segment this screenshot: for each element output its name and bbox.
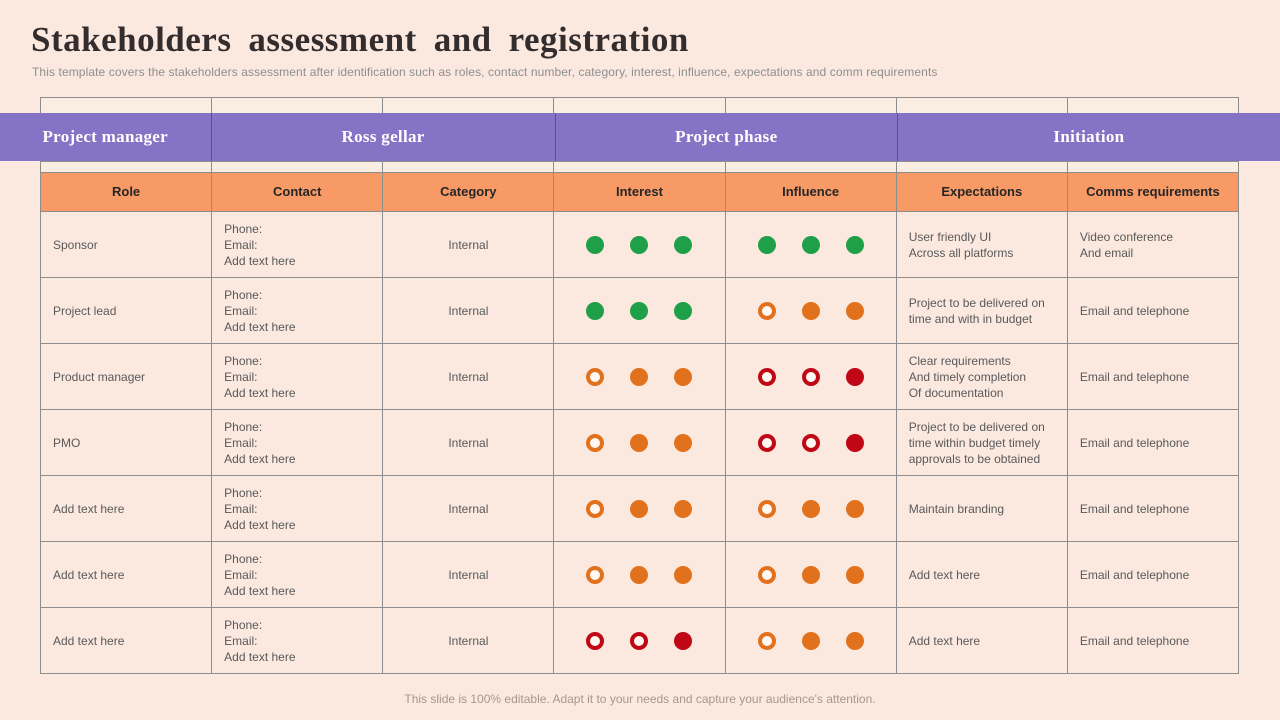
green-filled-dot — [630, 302, 648, 320]
category-cell — [383, 344, 554, 410]
expectations-cell — [897, 608, 1068, 674]
category-cell — [383, 476, 554, 542]
cell-line: Email and telephone — [1079, 303, 1190, 318]
expectations-cell — [897, 344, 1068, 410]
green-filled-dot — [630, 236, 648, 254]
orange-filled-dot — [846, 632, 864, 650]
green-filled-dot — [846, 236, 864, 254]
contact-cell — [212, 212, 383, 278]
category-label: Internal — [448, 435, 489, 450]
interest-cell — [554, 212, 725, 278]
orange-ring-dot — [586, 434, 604, 452]
cell-line: Video conference — [1079, 229, 1174, 244]
spacer-cell — [212, 98, 383, 114]
contact-cell — [212, 344, 383, 410]
orange-filled-dot — [846, 302, 864, 320]
role-cell — [41, 212, 212, 278]
green-filled-dot — [586, 302, 604, 320]
comms-cell — [1068, 410, 1239, 476]
orange-filled-dot — [674, 434, 692, 452]
cell-line: Phone: — [224, 419, 263, 434]
green-filled-dot — [802, 236, 820, 254]
expectations-cell — [897, 212, 1068, 278]
red-ring-dot — [586, 632, 604, 650]
info-band-item-project-phase: Project phase — [555, 113, 897, 161]
orange-filled-dot — [802, 302, 820, 320]
cell-line: Add text here — [224, 451, 296, 466]
cell-line: Add text here — [224, 253, 296, 268]
cell-line: Phone: — [224, 485, 263, 500]
contact-cell — [212, 410, 383, 476]
expectations-cell — [897, 410, 1068, 476]
info-band — [0, 113, 1280, 161]
cell-line: Add text here — [224, 517, 296, 532]
role-label: Project lead — [53, 303, 117, 318]
cell-line: Project to be delivered on — [908, 419, 1045, 434]
column-header-influence: Influence — [726, 173, 897, 212]
category-label: Internal — [448, 303, 489, 318]
spacer-cell — [41, 98, 212, 114]
role-label: PMO — [53, 435, 81, 450]
cell-line: User friendly UI — [908, 229, 992, 244]
page-subtitle: This template covers the stakeholders assessment after identification such as roles, contact number, category, interest, influence, expectations and comm requirements — [32, 65, 938, 79]
influence-cell — [726, 476, 897, 542]
influence-cell — [726, 542, 897, 608]
rating-dots — [758, 500, 864, 518]
contact-cell — [212, 542, 383, 608]
column-header-category: Category — [383, 173, 554, 212]
cell-line: Phone: — [224, 551, 263, 566]
orange-filled-dot — [846, 500, 864, 518]
spacer-cell — [383, 162, 554, 173]
orange-filled-dot — [846, 566, 864, 584]
role-label: Add text here — [53, 567, 125, 582]
cell-line: time and with in budget — [908, 311, 1033, 326]
role-cell — [41, 608, 212, 674]
cell-line: Add text here — [224, 649, 296, 664]
rating-dots — [586, 434, 692, 452]
column-header-interest: Interest — [554, 173, 725, 212]
cell-line: time within budget timely — [908, 435, 1041, 450]
orange-ring-dot — [758, 500, 776, 518]
red-filled-dot — [846, 434, 864, 452]
cell-line: Maintain branding — [908, 501, 1005, 516]
rating-dots — [758, 434, 864, 452]
cell-line: Add text here — [908, 633, 981, 648]
orange-filled-dot — [802, 500, 820, 518]
orange-ring-dot — [586, 566, 604, 584]
orange-filled-dot — [630, 500, 648, 518]
stakeholder-table — [40, 97, 1239, 674]
interest-cell — [554, 608, 725, 674]
cell-line: Email and telephone — [1079, 435, 1190, 450]
orange-filled-dot — [630, 434, 648, 452]
cell-line: Email: — [224, 501, 258, 516]
spacer-cell — [383, 98, 554, 114]
rating-dots — [586, 632, 692, 650]
interest-cell — [554, 278, 725, 344]
interest-cell — [554, 410, 725, 476]
cell-line: Project to be delivered on — [908, 295, 1045, 310]
interest-cell — [554, 344, 725, 410]
rating-dots — [586, 302, 692, 320]
cell-line: Email and telephone — [1079, 369, 1190, 384]
rating-dots — [758, 368, 864, 386]
orange-filled-dot — [802, 632, 820, 650]
contact-cell — [212, 278, 383, 344]
green-filled-dot — [586, 236, 604, 254]
cell-line: Email: — [224, 435, 258, 450]
cell-line: Add text here — [224, 583, 296, 598]
cell-line: Email and telephone — [1079, 633, 1190, 648]
column-header-contact: Contact — [212, 173, 383, 212]
spacer-cell — [41, 162, 212, 173]
category-label: Internal — [448, 501, 489, 516]
info-band-item-ross-gellar: Ross gellar — [211, 113, 555, 161]
role-label: Add text here — [53, 633, 125, 648]
interest-cell — [554, 476, 725, 542]
role-cell — [41, 476, 212, 542]
orange-ring-dot — [586, 500, 604, 518]
cell-line: Add text here — [908, 567, 981, 582]
red-ring-dot — [802, 368, 820, 386]
column-header-role: Role — [41, 173, 212, 212]
contact-cell — [212, 608, 383, 674]
cell-line: Email: — [224, 303, 258, 318]
spacer-cell — [897, 98, 1068, 114]
influence-cell — [726, 410, 897, 476]
cell-line: And timely completion — [908, 369, 1027, 384]
green-filled-dot — [674, 236, 692, 254]
rating-dots — [758, 632, 864, 650]
category-cell — [383, 410, 554, 476]
red-ring-dot — [802, 434, 820, 452]
cell-line: Email: — [224, 237, 258, 252]
cell-line: Email and telephone — [1079, 501, 1190, 516]
role-cell — [41, 410, 212, 476]
expectations-cell — [897, 278, 1068, 344]
spacer-cell — [554, 162, 725, 173]
cell-line: Phone: — [224, 617, 263, 632]
green-filled-dot — [674, 302, 692, 320]
rating-dots — [758, 566, 864, 584]
category-cell — [383, 542, 554, 608]
spacer-cell — [554, 98, 725, 114]
category-label: Internal — [448, 237, 489, 252]
orange-ring-dot — [758, 632, 776, 650]
cell-line: approvals to be obtained — [908, 451, 1041, 466]
cell-line: Email: — [224, 567, 258, 582]
orange-filled-dot — [802, 566, 820, 584]
spacer-cell — [1068, 98, 1239, 114]
orange-filled-dot — [630, 566, 648, 584]
cell-line: Of documentation — [908, 385, 1004, 400]
role-label: Product manager — [53, 369, 146, 384]
spacer-cell — [212, 162, 383, 173]
orange-filled-dot — [674, 368, 692, 386]
influence-cell — [726, 344, 897, 410]
cell-line: Across all platforms — [908, 245, 1014, 260]
interest-cell — [554, 542, 725, 608]
expectations-cell — [897, 476, 1068, 542]
rating-dots — [758, 236, 864, 254]
rating-dots — [586, 566, 692, 584]
comms-cell — [1068, 344, 1239, 410]
spacer-cell — [897, 162, 1068, 173]
cell-line: And email — [1079, 245, 1134, 260]
orange-filled-dot — [630, 368, 648, 386]
orange-ring-dot — [586, 368, 604, 386]
cell-line: Add text here — [224, 385, 296, 400]
role-label: Add text here — [53, 501, 125, 516]
spacer-cell — [1068, 162, 1239, 173]
red-filled-dot — [674, 632, 692, 650]
orange-filled-dot — [674, 566, 692, 584]
category-cell — [383, 608, 554, 674]
orange-ring-dot — [758, 302, 776, 320]
category-label: Internal — [448, 633, 489, 648]
spacer-cell — [726, 98, 897, 114]
comms-cell — [1068, 212, 1239, 278]
red-ring-dot — [758, 434, 776, 452]
cell-line: Clear requirements — [908, 353, 1011, 368]
category-label: Internal — [448, 567, 489, 582]
cell-line: Phone: — [224, 221, 263, 236]
influence-cell — [726, 212, 897, 278]
category-label: Internal — [448, 369, 489, 384]
spacer-cell — [726, 162, 897, 173]
info-band-item-initiation: Initiation — [897, 113, 1280, 161]
orange-filled-dot — [674, 500, 692, 518]
role-cell — [41, 344, 212, 410]
info-band-item-project-manager: Project manager — [42, 127, 168, 146]
rating-dots — [586, 236, 692, 254]
footer-note: This slide is 100% editable. Adapt it to your needs and capture your audience's attention. — [404, 692, 876, 706]
red-ring-dot — [630, 632, 648, 650]
column-header-expectations: Expectations — [897, 173, 1068, 212]
cell-line: Phone: — [224, 287, 263, 302]
influence-cell — [726, 608, 897, 674]
rating-dots — [586, 368, 692, 386]
cell-line: Email and telephone — [1079, 567, 1190, 582]
rating-dots — [586, 500, 692, 518]
cell-line: Email: — [224, 633, 258, 648]
column-header-comms-requirements: Comms requirements — [1068, 173, 1239, 212]
cell-line: Email: — [224, 369, 258, 384]
comms-cell — [1068, 476, 1239, 542]
role-cell — [41, 278, 212, 344]
comms-cell — [1068, 278, 1239, 344]
category-cell — [383, 278, 554, 344]
comms-cell — [1068, 542, 1239, 608]
page-title: Stakeholders assessment and registration — [31, 20, 689, 59]
red-ring-dot — [758, 368, 776, 386]
comms-cell — [1068, 608, 1239, 674]
expectations-cell — [897, 542, 1068, 608]
green-filled-dot — [758, 236, 776, 254]
cell-line: Phone: — [224, 353, 263, 368]
orange-ring-dot — [758, 566, 776, 584]
red-filled-dot — [846, 368, 864, 386]
role-label: Sponsor — [53, 237, 98, 252]
contact-cell — [212, 476, 383, 542]
cell-line: Add text here — [224, 319, 296, 334]
influence-cell — [726, 278, 897, 344]
rating-dots — [758, 302, 864, 320]
category-cell — [383, 212, 554, 278]
role-cell — [41, 542, 212, 608]
